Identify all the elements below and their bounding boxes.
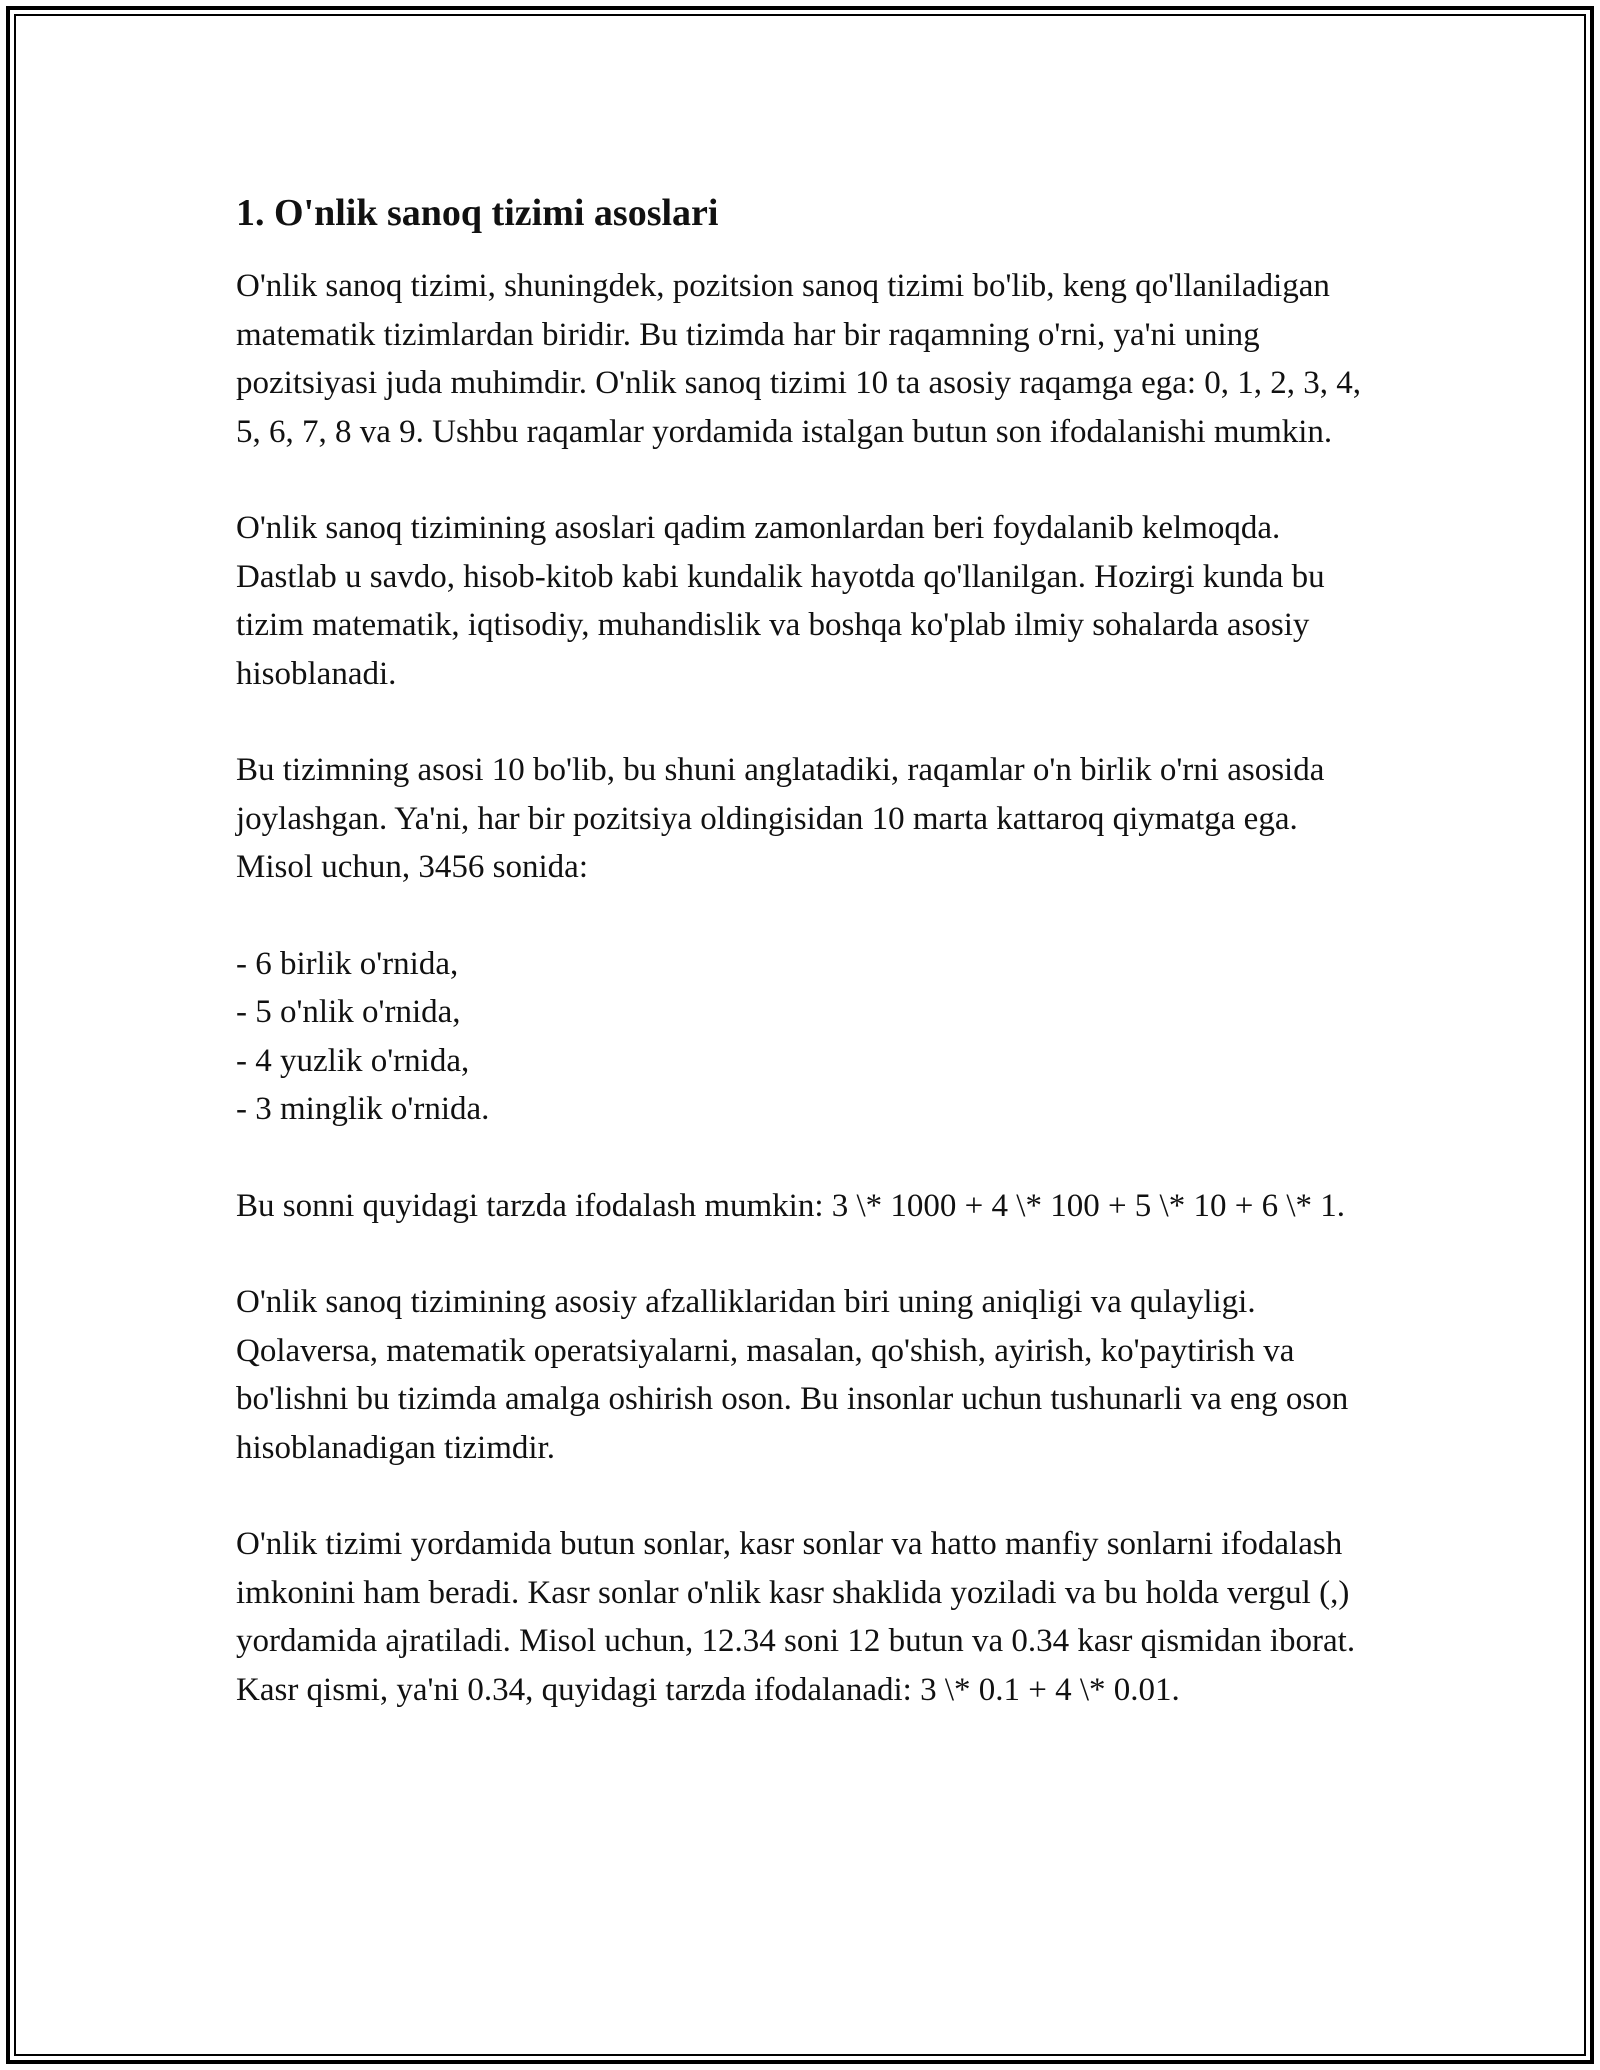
place-value-list (236, 940, 1376, 1134)
document-body (236, 186, 1376, 1762)
paragraph-advantages: O'nlik sanoq tizimining asosiy afzalliklaridan biri uning aniqligi va qulayligi. Qolaversa, matematik operatsiyalarni, masalan, qo'shish, ayirish, ko'paytirish va bo'lishni bu tizimda amalga oshirish oson. Bu insonlar uchun tushunarli va eng oson hisoblanadigan tizimdir. (236, 1284, 1349, 1466)
paragraph-fractions: O'nlik tizimi yordamida butun sonlar, kasr sonlar va hatto manfiy sonlarni ifodalash imkonini ham beradi. Kasr sonlar o'nlik kasr shaklida yoziladi va bu holda vergul (,) yordamida ajratiladi. Misol uchun, 12.34 soni 12 butun va 0.34 kasr qismidan iborat. Kasr qismi, ya'ni 0.34, quyidagi tarzda ifodalanadi: 3 \* 0.1 + 4 \* 0.01. (236, 1526, 1356, 1708)
list-item: - 3 minglik o'rnida. (236, 1091, 490, 1127)
paragraph-history: O'nlik sanoq tizimining asoslari qadim zamonlardan beri foydalanib kelmoqda. Dastlab u savdo, hisob-kitob kabi kundalik hayotda qo'llanilgan. Hozirgi kunda bu tizim matematik, iqtisodiy, muhandislik va boshqa ko'plab ilmiy sohalarda asosiy hisoblanadi. (236, 510, 1325, 692)
paragraph-base-ten: Bu tizimning asosi 10 bo'lib, bu shuni anglatadiki, raqamlar o'n birlik o'rni asosida joylashgan. Ya'ni, har bir pozitsiya oldingisidan 10 marta kattaroq qiymatga ega. Misol uchun, 3456 sonida: (236, 752, 1325, 885)
list-item: - 5 o'nlik o'rnida, (236, 994, 461, 1030)
paragraph-intro: O'nlik sanoq tizimi, shuningdek, pozitsion sanoq tizimi bo'lib, keng qo'llaniladigan matematik tizimlardan biridir. Bu tizimda har bir raqamning o'rni, ya'ni uning pozitsiyasi juda muhimdir. O'nlik sanoq tizimi 10 ta asosiy raqamga ega: 0, 1, 2, 3, 4, 5, 6, 7, 8 va 9. Ushbu raqamlar yordamida istalgan butun son ifodalanishi mumkin. (236, 268, 1362, 450)
list-item: - 4 yuzlik o'rnida, (236, 1042, 470, 1079)
section-heading: 1. O'nlik sanoq tizimi asoslari (236, 192, 719, 234)
paragraph-expansion: Bu sonni quyidagi tarzda ifodalash mumkin: 3 \* 1000 + 4 \* 100 + 5 \* 10 + 6 \* 1. (236, 1187, 1345, 1224)
list-item: - 6 birlik o'rnida, (236, 945, 459, 982)
